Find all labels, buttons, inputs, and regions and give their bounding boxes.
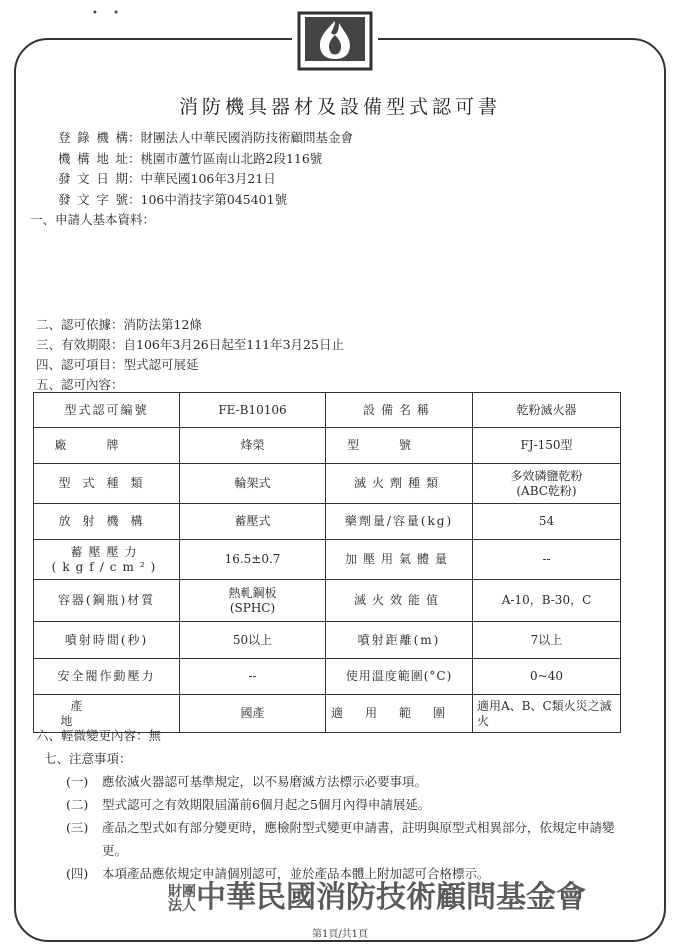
table-row [34, 540, 621, 580]
note-item: (三) 產品之型式如有部分變更時，應檢附型式變更申請書，註明與原型式相異部分，依規定申請變更。 [66, 820, 615, 858]
cell-value: 輪架式 [180, 464, 326, 504]
section-content: 五、認可內容： [36, 377, 124, 392]
cell-value: -- [180, 659, 326, 695]
table-row [34, 428, 621, 464]
meta-label: 登錄機構 [58, 130, 128, 145]
table-row [34, 504, 621, 540]
cell-label: 型式種類 [34, 464, 180, 504]
cell-label: 型式認可編號 [34, 393, 180, 428]
meta-label: 發文字號 [58, 191, 128, 207]
notes-section [36, 724, 636, 885]
cell-label: 廠牌 [34, 428, 180, 464]
scan-dots: • • [92, 8, 125, 19]
approval-table [33, 392, 621, 733]
table-row [34, 464, 621, 504]
section-applicant: 一、申請人基本資料： [30, 212, 156, 227]
cell-label: 噴射時間(秒) [34, 622, 180, 659]
table-row [34, 393, 621, 428]
tftf-logo [292, 10, 378, 72]
cell-value: 多效磷鹽乾粉 (ABC乾粉) [473, 464, 621, 504]
section-basis: 二、認可依據：消防法第12條 [36, 317, 202, 332]
cell-label: 蓄壓壓力 (kgf/cm²) [34, 540, 180, 580]
cell-value: 適用A、B、C類火災之滅火 [473, 695, 621, 733]
cell-value: 50以上 [180, 622, 326, 659]
meta-value: 106中消技字第045401號 [140, 191, 288, 207]
organization-seal: 財團法人中華民國消防技術顧問基金會 [168, 880, 586, 915]
cell-label: 滅火劑種類 [326, 464, 473, 504]
cell-label: 容器(鋼瓶)材質 [34, 580, 180, 622]
table-row [34, 622, 621, 659]
cell-value: 國產 [180, 695, 326, 733]
page-number: 第1頁/共1頁 [311, 929, 369, 940]
cell-value: A-10，B-30，C [473, 580, 621, 622]
cell-label: 型號 [326, 428, 473, 464]
meta-label: 發文日期 [58, 171, 128, 186]
cell-value: 乾粉滅火器 [473, 393, 621, 428]
section-item: 四、認可項目：型式認可展延 [36, 357, 199, 372]
cell-label: 設備名稱 [326, 393, 473, 428]
cell-label: 使用溫度範圍(°C) [326, 659, 473, 695]
section-minor-change: 六、輕微變更內容：無 [36, 728, 162, 743]
cell-label: 放射機構 [34, 504, 180, 540]
section-notes-heading: 七、注意事項： [44, 751, 132, 766]
cell-value: FE-B10106 [180, 393, 326, 428]
meta-value: 中華民國106年3月21日 [140, 171, 276, 186]
cell-label: 產地 [34, 695, 180, 733]
cell-label: 加壓用氣體量 [326, 540, 473, 580]
meta-value: 財團法人中華民國消防技術顧問基金會 [140, 130, 354, 145]
cell-value: 蓄壓式 [180, 504, 326, 540]
cell-value: 54 [473, 504, 621, 540]
cell-label: 藥劑量/容量(kg) [326, 504, 473, 540]
cell-value: -- [473, 540, 621, 580]
note-item: (一) 應依滅火器認可基準規定，以不易磨滅方法標示必要事項。 [66, 774, 428, 789]
svg-text:TFTF: TFTF [324, 60, 346, 69]
note-item: (二) 型式認可之有效期限屆滿前6個月起之5個月內得申請展延。 [66, 797, 431, 812]
cell-value: 7以上 [473, 622, 621, 659]
table-row [34, 659, 621, 695]
cell-value: 0~40 [473, 659, 621, 695]
note-item: (四) 本項產品應依規定申請個別認可，並於產品本體上附加認可合格標示。 [66, 866, 490, 881]
cell-label: 適用範圍 [326, 695, 473, 733]
cell-label: 安全閥作動壓力 [34, 659, 180, 695]
cell-value: 16.5±0.7 [180, 540, 326, 580]
meta-value: 桃園市蘆竹區南山北路2段116號 [140, 150, 323, 166]
section-validity: 三、有效期限：自106年3月26日起至111年3月25日止 [36, 337, 344, 352]
table-row [34, 580, 621, 622]
cell-label: 滅火效能值 [326, 580, 473, 622]
cell-label: 噴射距離(m) [326, 622, 473, 659]
cell-value: 熱軋鋼板 (SPHC) [180, 580, 326, 622]
issuer-info: 登錄機構 ： 財團法人中華民國消防技術顧問基金會 機構地址 ： 桃園市蘆竹區南山北路2段116號 發文日期 ： 中華民國106年3月21日 發文字號 ： 106中消技字第045401號 [58, 128, 353, 210]
document-title: 消防機具器材及設備型式認可書 [178, 96, 501, 118]
cell-value: FJ-150型 [473, 428, 621, 464]
cell-value: 烽榮 [180, 428, 326, 464]
meta-label: 機構地址 [58, 150, 128, 166]
